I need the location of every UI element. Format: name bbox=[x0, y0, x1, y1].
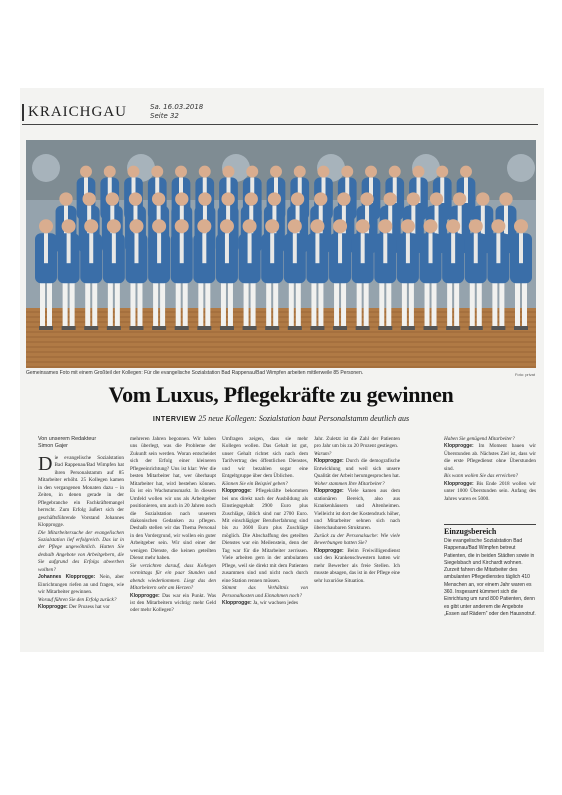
person-head bbox=[378, 219, 392, 233]
group-photo-illustration bbox=[26, 140, 536, 368]
person-shoe bbox=[356, 326, 370, 330]
article-column-4 bbox=[314, 436, 400, 585]
person-shirt bbox=[383, 233, 387, 263]
person-head bbox=[243, 219, 257, 233]
person-shoe bbox=[107, 326, 121, 330]
person-shoe bbox=[220, 326, 234, 330]
person-shirt bbox=[496, 233, 500, 263]
person-head bbox=[424, 219, 438, 233]
section-marker bbox=[22, 104, 24, 121]
info-box-rule bbox=[444, 524, 536, 525]
interview-answer bbox=[130, 593, 216, 615]
answer-text: Das war ein Punkt. Was ist den Mitarbeitern wichtig: mehr Geld oder mehr Kollegen? bbox=[130, 592, 217, 614]
answer-text: Pflegekräfte bekommen bei uns direkt nach der Ausbildung als Einstiegsgehalt 2900 Euro plus Zuschläge, üblich sind nur 2700 Euro. Mit einschlägiger Berufserfahrung sind bis zu 3600 Euro plus Zuschläge möglich. Die Abschaffung des geteilten Dienstes war ein Meilenstein, denn der Tag war für die Mitarbeiter zerrissen. Viele arbeiten gern in der ambulanten Pflege, weil sie direkt mit dem Patienten zusammen sind und nicht noch durch eine Station rennen müssen. bbox=[222, 488, 308, 584]
person-head bbox=[384, 192, 397, 205]
article-column-5 bbox=[444, 436, 536, 503]
person-head bbox=[198, 192, 211, 205]
person-shoe bbox=[243, 326, 257, 330]
photo-caption: Gemeinsames Foto mit einem Großteil der Kollegen: Für die evangelische Sozialstation Bad Rappenau/Bad Wimpfen arbeiten mittlerweile 85 Personen. bbox=[26, 370, 364, 376]
answer-text: Der Prozess hat vor bbox=[69, 604, 110, 611]
backdrop-pattern bbox=[507, 154, 535, 182]
speaker-label: Klopprogge: bbox=[444, 480, 474, 487]
person-shoe bbox=[514, 326, 528, 330]
person-head bbox=[365, 166, 377, 178]
person-shirt bbox=[157, 233, 161, 263]
interview-question: Worauf führen Sie den Erfolg zurück? bbox=[38, 596, 117, 603]
interview-answer bbox=[444, 481, 536, 503]
info-box-text: Die evangelische Sozialstation Bad Rappenau/Bad Wimpfen betreut Patienten, die in beiden Städten sowie in Siegelsbach und Kirchardt wohnen. Zurzeit fahren die Mitarbeiter des ambulanten Pflegedienstes täglich 410 Menschen an, vor einem Jahr waren es 360. Insgesamt kümmert sich die Einrichtung um rund 800 Patienten, denn es gibt unter anderem die Angebote „Essen auf Rädern“ oder den Hausnotruf. bbox=[444, 538, 536, 617]
person-head bbox=[413, 166, 425, 178]
person-shirt bbox=[89, 233, 93, 263]
person-shirt bbox=[504, 206, 508, 235]
person-shoe bbox=[39, 326, 53, 330]
person-shirt bbox=[180, 233, 184, 263]
interview-question: Sie verzichten darauf, dass Kollegen vormittags für ein paar Stunden und abends wiederkommen. Liegt das den Mitarbeitern sehr am Herzen? bbox=[130, 562, 216, 592]
article-column-2 bbox=[130, 436, 216, 615]
answer-text: Im Moment bauen wir Überstunden ab. Nächstes Ziel ist, dass wir die erste Pflegedienst ohne Überstunden sind. bbox=[444, 443, 536, 472]
article-paragraph: mehreren Jahren begonnen. Wir haben uns überlegt, was die Probleme der Zukunft sein werden. Woran entscheidet sich der Erfolg einer kleineren Pflegeeinrichtung? Uns ist klar: Wer die besten Mitarbeiter hat, wer überhaupt Mitarbeiter hat, wird bestehen können. Es ist ein Wachstumsmarkt. In diesem Umfeld wollen wir uns als Arbeitgeber positionieren, um auch in 20 Jahren noch die Sozialstation nach unserem diakonischen Gedanken zu pflegen. Deshalb stellen wir das Thema Personal in den Vordergrund, wir wollen ein guter Arbeitgeber sein. Wir sind einer der wenigen Dienste, die keinen geteilten Dienst mehr haben. bbox=[130, 436, 216, 562]
person-shoe bbox=[378, 326, 392, 330]
person-head bbox=[265, 219, 279, 233]
person-shirt bbox=[225, 233, 229, 263]
person-head bbox=[514, 219, 528, 233]
person-head bbox=[453, 192, 466, 205]
speaker-label: Klopprogge: bbox=[314, 488, 344, 495]
person-head bbox=[268, 192, 281, 205]
speaker-label: Klopprogge: bbox=[314, 547, 344, 554]
person-shirt bbox=[134, 233, 138, 263]
article-paragraph: Umfragen zeigen, dass sie mehr Kollegen wollen. Das Gehalt ist gut, unser Gehalt richtet sich nach dem Tarifvertrag des öffentlichen Dienstes, und wir bezahlen sogar eine Entgeltgruppe über dem Üblichen. bbox=[222, 436, 308, 480]
person-shirt bbox=[474, 233, 478, 263]
interview-question: Bis wann wollen Sie das erreichen? bbox=[444, 473, 519, 480]
person-shoe bbox=[152, 326, 166, 330]
person-head bbox=[62, 219, 76, 233]
person-shoe bbox=[265, 326, 279, 330]
person-head bbox=[128, 166, 140, 178]
person-shoe bbox=[62, 326, 76, 330]
person-shirt bbox=[406, 233, 410, 263]
person-shoe bbox=[401, 326, 415, 330]
speaker-label: Klopprogge: bbox=[314, 458, 344, 465]
answer-text: Bis Ende 2018 wollen wir unter 1000 Überstunden sein. Anfang des Jahres waren es 5000. bbox=[444, 480, 536, 502]
answer-text: Beim Freiwilligendienst und den Krankenschwestern hatten wir mehr Bewerber als freie Stellen. Ich musste absagen, das ist in der Pflege eine sehr luxuriöse Situation. bbox=[314, 547, 400, 584]
person-head bbox=[151, 166, 163, 178]
person-head bbox=[104, 166, 116, 178]
person-head bbox=[270, 166, 282, 178]
handwritten-page: Seite 32 bbox=[150, 112, 179, 120]
interview-question: Woher stammen Ihre Mitarbeiter? bbox=[314, 480, 385, 487]
person-head bbox=[246, 166, 258, 178]
person-shirt bbox=[429, 233, 433, 263]
person-head bbox=[469, 219, 483, 233]
interview-question: Zurück zu der Personalsuche: Wie viele Bewerbungen hatten Sie? bbox=[314, 532, 400, 547]
person-head bbox=[80, 166, 92, 178]
answer-text: Durch die demografische Entwicklung und weil sich unsere Qualität der Arbeit herumgesprochen hat. bbox=[314, 458, 401, 480]
byline-label: Von unserem Redakteur bbox=[38, 436, 97, 442]
interview-question: Die Mitarbeitersuche der evangelischen Sozialstation lief erfolgreich. Das ist in der Pflege ungewöhnlich. Hatten Sie deshalb Angebote von Arbeitgebern, die Sie aufgrund des Erfolgs abwerben wollten? bbox=[38, 529, 124, 573]
speaker-label: Johannes Klopprogge: bbox=[38, 574, 96, 581]
person-head bbox=[356, 219, 370, 233]
person-head bbox=[491, 219, 505, 233]
person-head bbox=[401, 219, 415, 233]
speaker-label: Klopprogge: bbox=[444, 443, 474, 450]
interview-question: Können Sie ein Beispiel geben? bbox=[222, 480, 288, 487]
interview-answer bbox=[314, 458, 400, 480]
interview-answer bbox=[314, 488, 400, 533]
person-shoe bbox=[84, 326, 98, 330]
person-shirt bbox=[451, 233, 455, 263]
answer-text: Nein, aber Einrichtungen riefen an und fragen, wie wir Mitarbeiter gewinnen. bbox=[38, 574, 124, 596]
person-shoe bbox=[491, 326, 505, 330]
person-shirt bbox=[519, 233, 523, 263]
person-head bbox=[476, 192, 489, 205]
speaker-label: Klopprogge: bbox=[222, 488, 252, 495]
person-head bbox=[499, 192, 512, 205]
person-head bbox=[197, 219, 211, 233]
person-shirt bbox=[270, 233, 274, 263]
person-head bbox=[318, 166, 330, 178]
answer-text: Ja, wir wachsen jedes bbox=[253, 599, 298, 606]
person-shoe bbox=[129, 326, 143, 330]
person-shirt bbox=[315, 233, 319, 263]
person-shoe bbox=[175, 326, 189, 330]
person-head bbox=[175, 219, 189, 233]
person-head bbox=[83, 192, 96, 205]
person-shoe bbox=[310, 326, 324, 330]
person-head bbox=[59, 192, 72, 205]
person-shirt bbox=[293, 233, 297, 263]
person-shoe bbox=[469, 326, 483, 330]
article-headline: Vom Luxus, Pflegekräfte zu gewinnen bbox=[108, 382, 454, 407]
person-shoe bbox=[333, 326, 347, 330]
person-head bbox=[107, 219, 121, 233]
person-head bbox=[436, 166, 448, 178]
person-head bbox=[84, 219, 98, 233]
interview-answer bbox=[314, 548, 400, 585]
person-head bbox=[39, 219, 53, 233]
person-head bbox=[220, 219, 234, 233]
person-head bbox=[337, 192, 350, 205]
person-head bbox=[446, 219, 460, 233]
section-title: KRAICHGAU bbox=[28, 104, 127, 120]
person-head bbox=[129, 219, 143, 233]
handwritten-date: Sa. 16.03.2018 bbox=[150, 103, 204, 111]
person-shirt bbox=[248, 233, 252, 263]
interview-question: Haben Sie genügend Mitarbeiter? bbox=[444, 436, 515, 442]
group-photo bbox=[26, 140, 536, 368]
interview-answer bbox=[444, 443, 536, 473]
subheadline-text: 25 neue Kollegen: Sozialstation baut Personalstamm deutlich aus bbox=[198, 414, 410, 423]
photo-credit: Foto: privat bbox=[514, 372, 535, 377]
person-shirt bbox=[202, 233, 206, 263]
person-shirt bbox=[44, 233, 48, 263]
person-head bbox=[333, 219, 347, 233]
person-shoe bbox=[424, 326, 438, 330]
article-column-3 bbox=[222, 436, 308, 607]
person-head bbox=[341, 166, 353, 178]
person-head bbox=[221, 192, 234, 205]
person-shoe bbox=[446, 326, 460, 330]
person-head bbox=[175, 192, 188, 205]
person-head bbox=[223, 166, 235, 178]
interview-answer bbox=[222, 488, 308, 585]
person-head bbox=[360, 192, 373, 205]
info-box-title: Einzugsbereich bbox=[444, 527, 497, 536]
person-shoe bbox=[197, 326, 211, 330]
person-head bbox=[152, 219, 166, 233]
interview-question: Warum? bbox=[314, 450, 332, 457]
interview-answer bbox=[222, 600, 308, 607]
person-shirt bbox=[67, 233, 71, 263]
person-head bbox=[314, 192, 327, 205]
article-subheadline bbox=[0, 414, 562, 423]
backdrop-pattern bbox=[32, 154, 60, 182]
header-rule bbox=[22, 124, 538, 125]
person-head bbox=[460, 166, 472, 178]
person-shirt bbox=[338, 233, 342, 263]
person-head bbox=[407, 192, 420, 205]
person-head bbox=[291, 192, 304, 205]
person-head bbox=[245, 192, 258, 205]
interview-answer bbox=[38, 604, 124, 611]
info-box bbox=[444, 524, 536, 618]
lead-paragraph bbox=[38, 455, 124, 530]
person-head bbox=[294, 166, 306, 178]
handwritten-note bbox=[150, 103, 203, 121]
person-head bbox=[430, 192, 443, 205]
person-head bbox=[288, 219, 302, 233]
subheadline-label: INTERVIEW bbox=[152, 416, 197, 423]
person-shirt bbox=[112, 233, 116, 263]
person-head bbox=[310, 219, 324, 233]
speaker-label: Klopprogge: bbox=[130, 592, 160, 599]
article-paragraph: Jahr. Zuletzt ist die Zahl der Patienten pro Jahr um bis zu 20 Prozent gestiegen. bbox=[314, 436, 400, 450]
byline-author: Simon Gajer bbox=[38, 443, 68, 449]
interview-question: Stimmt das Verhältnis von Personalkosten und Einnahmen noch? bbox=[222, 585, 308, 599]
interview-answer bbox=[38, 574, 124, 596]
drop-cap: D bbox=[38, 453, 53, 475]
person-head bbox=[129, 192, 142, 205]
person-shirt bbox=[361, 233, 365, 263]
person-head bbox=[199, 166, 211, 178]
lead-text: ie evangelische Sozialstation Bad Rappenau/Bad Wimpfen hat ihren Personalstamm auf 85 Mitarbeiter erhöht. 25 Kollegen kamen in den vergangenen Monaten dazu – in Zeiten, in denen gerade in der Pflegebranche ein Fachkräftemangel herrscht. Zum Erfolg äußert sich der geschäftsführende Vorstand Johannes Klopprogge. bbox=[38, 455, 124, 529]
byline bbox=[38, 436, 124, 450]
person-shoe bbox=[288, 326, 302, 330]
answer-text: Viele kamen aus dem stationären Bereich, also aus Krankenhäusern und Altenheimen. Vielleicht ist dort der Kostendruck höher, und Mitarbeiter sehnen sich nach überschaubaren Strukturen. bbox=[314, 488, 400, 532]
person-head bbox=[152, 192, 165, 205]
speaker-label: Klopprogge: bbox=[38, 604, 68, 611]
person-head bbox=[175, 166, 187, 178]
person-head bbox=[389, 166, 401, 178]
article-column-1 bbox=[38, 436, 124, 612]
person-head bbox=[106, 192, 119, 205]
speaker-label: Klopprogge: bbox=[222, 599, 252, 606]
